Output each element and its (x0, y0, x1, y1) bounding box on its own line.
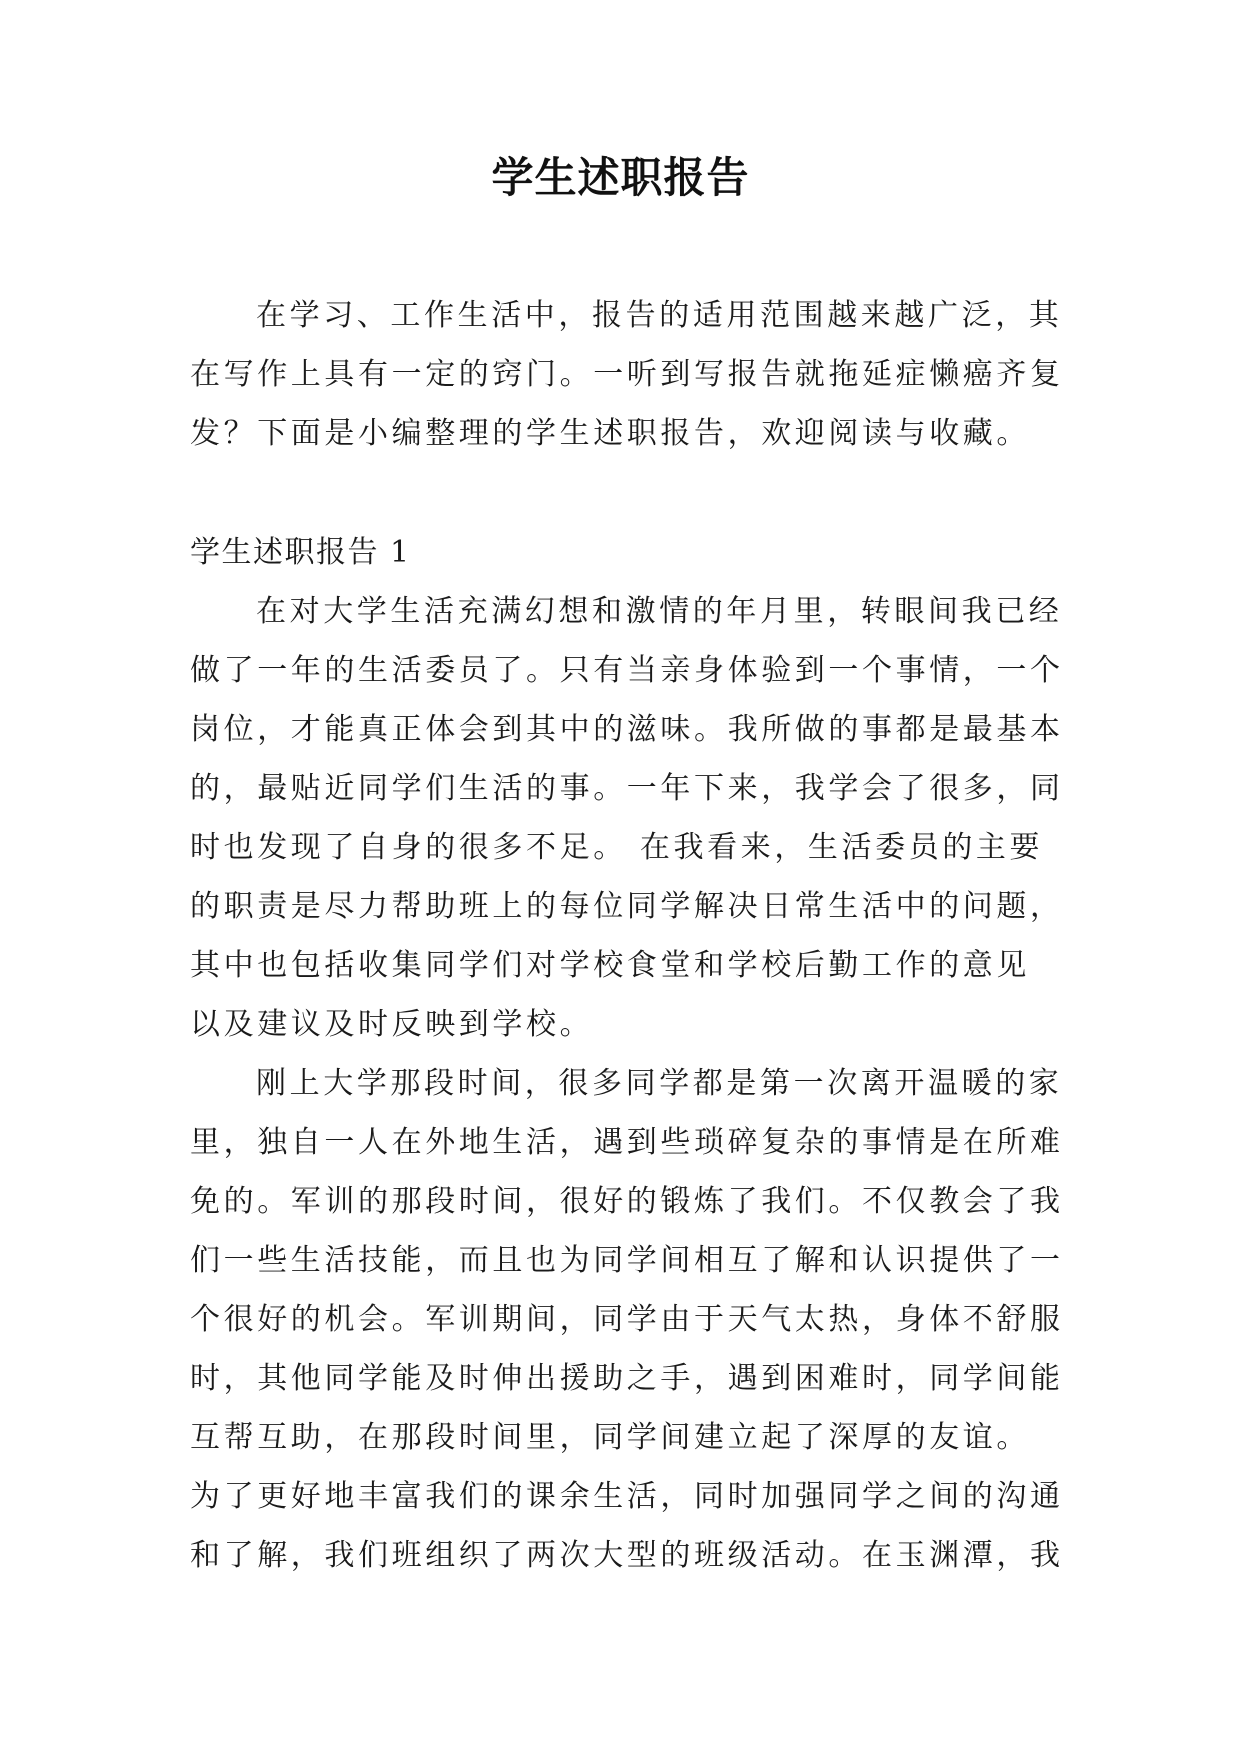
text-line: 其中也包括收集同学们对学校食堂和学校后勤工作的意见 (190, 948, 1030, 983)
text-line: 在学习、工作生活中，报告的适用范围越来越广泛，其 (256, 298, 1063, 333)
text-line: 发？下面是小编整理的学生述职报告，欢迎阅读与收藏。 (190, 416, 1030, 451)
text-line: 里，独自一人在外地生活，遇到些琐碎复杂的事情是在所难 (190, 1125, 1064, 1160)
intro-paragraph (190, 286, 1064, 463)
text-line: 做了一年的生活委员了。只有当亲身体验到一个事情，一个 (190, 653, 1064, 688)
text-line: 岗位，才能真正体会到其中的滋味。我所做的事都是最基本 (190, 712, 1064, 747)
text-line: 刚上大学那段时间，很多同学都是第一次离开温暖的家 (256, 1066, 1063, 1101)
paragraph-2 (190, 1054, 1064, 1585)
section-heading: 学生述职报告 1 (190, 535, 411, 570)
text-line: 们一些生活技能，而且也为同学间相互了解和认识提供了一 (190, 1243, 1064, 1278)
text-line: 以及建议及时反映到学校。 (190, 1007, 594, 1042)
text-line: 时，其他同学能及时伸出援助之手，遇到困难时，同学间能 (190, 1361, 1064, 1396)
text-line: 互帮互助，在那段时间里，同学间建立起了深厚的友谊。 (190, 1420, 1030, 1455)
text-line: 时也发现了自身的很多不足。 在我看来，生活委员的主要 (190, 830, 1044, 865)
text-line: 在写作上具有一定的窍门。一听到写报告就拖延症懒癌齐复 (190, 357, 1064, 392)
text-line: 为了更好地丰富我们的课余生活，同时加强同学之间的沟通 (190, 1479, 1064, 1514)
document-body (190, 286, 1064, 1585)
text-line: 的，最贴近同学们生活的事。一年下来，我学会了很多，同 (190, 771, 1064, 806)
paragraph-1 (190, 582, 1064, 1054)
text-line: 在对大学生活充满幻想和激情的年月里，转眼间我已经 (256, 594, 1063, 629)
document-title: 学生述职报告 (491, 153, 750, 202)
text-line: 个很好的机会。军训期间，同学由于天气太热，身体不舒服 (190, 1302, 1064, 1337)
text-line: 的职责是尽力帮助班上的每位同学解决日常生活中的问题， (190, 889, 1064, 924)
text-line: 免的。军训的那段时间，很好的锻炼了我们。不仅教会了我 (190, 1184, 1064, 1219)
text-line: 和了解，我们班组织了两次大型的班级活动。在玉渊潭，我 (190, 1538, 1064, 1573)
